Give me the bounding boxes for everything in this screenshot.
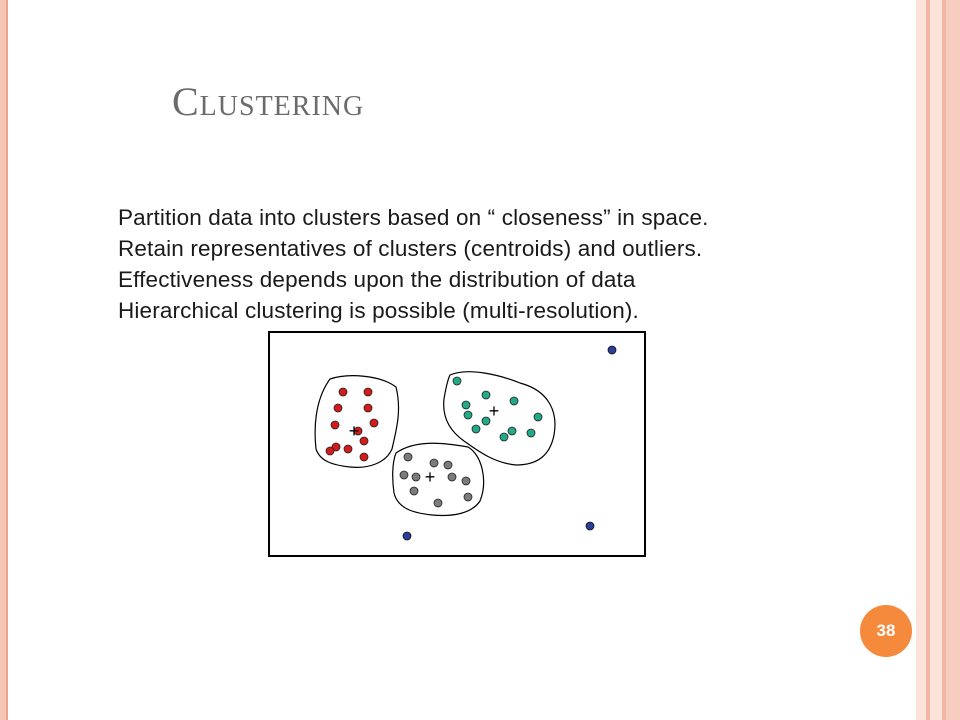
- data-point-red: [360, 453, 368, 461]
- clustering-diagram: [268, 331, 646, 557]
- centroid-marker-teal: +: [488, 401, 500, 421]
- centroid-marker-gray: +: [424, 467, 436, 487]
- data-point-gray: [448, 473, 456, 481]
- data-point-teal: [500, 433, 508, 441]
- data-point-red: [364, 388, 372, 396]
- data-point-red: [364, 404, 372, 412]
- centroid-marker-red: +: [348, 421, 360, 441]
- bullet-item: Hierarchical clustering is possible (multi-resolution).: [118, 298, 639, 323]
- data-point-red: [360, 437, 368, 445]
- page-number-badge: 38: [860, 605, 912, 657]
- data-point-teal: [464, 411, 472, 419]
- data-point-teal: [510, 397, 518, 405]
- left-border-decoration: [0, 0, 8, 720]
- data-point-teal: [482, 391, 490, 399]
- data-point-teal: [534, 413, 542, 421]
- data-point-gray: [430, 459, 438, 467]
- data-point-teal: [453, 377, 461, 385]
- data-point-gray: [444, 461, 452, 469]
- bullet-list: [118, 202, 709, 326]
- data-point-teal: [508, 427, 516, 435]
- outlier-point: [403, 532, 411, 540]
- data-point-gray: [404, 453, 412, 461]
- data-point-gray: [400, 471, 408, 479]
- data-point-teal: [462, 401, 470, 409]
- data-point-gray: [434, 499, 442, 507]
- data-point-red: [331, 421, 339, 429]
- bullet-item: Effectiveness depends upon the distribution of data: [118, 267, 636, 292]
- data-point-gray: [410, 487, 418, 495]
- data-point-red: [339, 388, 347, 396]
- data-point-red: [370, 419, 378, 427]
- data-point-gray: [464, 493, 472, 501]
- outlier-point: [608, 346, 616, 354]
- data-point-red: [334, 404, 342, 412]
- data-point-gray: [412, 473, 420, 481]
- data-point-teal: [527, 429, 535, 437]
- right-border-decoration: [916, 0, 960, 720]
- outlier-point: [586, 522, 594, 530]
- data-point-teal: [472, 425, 480, 433]
- bullet-item: Partition data into clusters based on “ closeness” in space.: [118, 205, 709, 230]
- data-point-red: [344, 445, 352, 453]
- data-point-gray: [462, 477, 470, 485]
- data-point-red: [326, 447, 334, 455]
- slide-title: Clustering: [172, 79, 365, 124]
- bullet-item: Retain representatives of clusters (centroids) and outliers.: [118, 236, 703, 261]
